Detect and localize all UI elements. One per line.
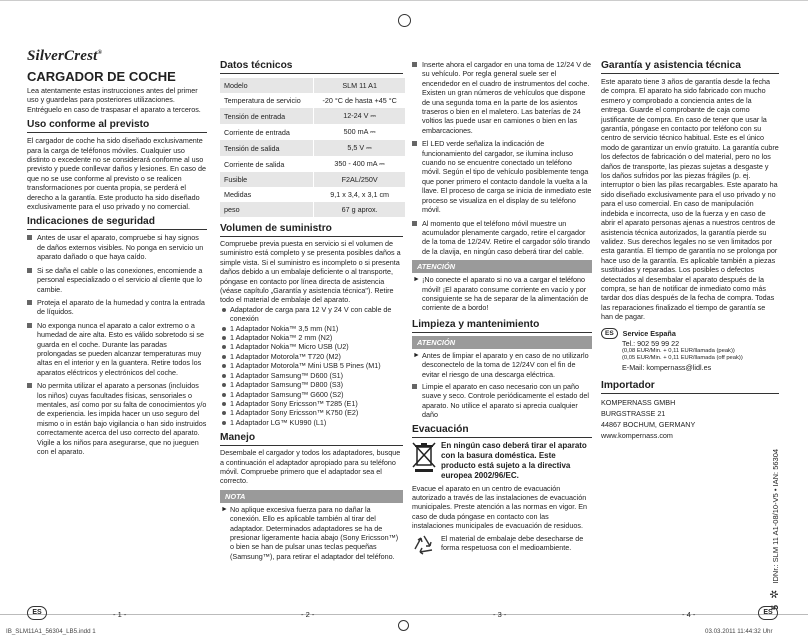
use-heading: Uso conforme al previsto <box>27 119 207 133</box>
registration-mark-top <box>398 14 411 27</box>
intro-text: Lea atentamente estas instrucciones antes del primer uso y guardelas para posteriores utilizaciones. Entréguelo en caso de traspasar el aparato a terceros. <box>27 86 201 114</box>
use-text: El cargador de coche ha sido diseñado exclusivamente para la carga de teléfonos móviles. Cualquier uso distinto o excedente no se considerará conforme al uso previsto y puede conllevar daños y lesiones. En caso de que no se use conforme al previsto o se realicen transformaciones por cuenta propia, se perderá el derecho a la garantía. Este producto ha sido diseñado exclusivamente para el uso privado y no comercial. <box>27 136 206 212</box>
manejo-heading: Manejo <box>220 432 403 446</box>
recycle-icon <box>412 534 436 556</box>
spec-row: peso 67 g aprox. <box>220 202 405 217</box>
spec-row: Tensión de entrada 12-24 V ⎓ <box>220 108 405 124</box>
page-number: - 4 - <box>682 610 696 619</box>
clean-item: Limpie el aparato en caso necesario con un paño suave y seco. Controle periódicamente el estado del aparato. No utilice el aparato si aprecia cualquier daño <box>412 382 592 420</box>
supply-item: 1 Adaptador Samsung™ D800 (S3) <box>220 380 403 389</box>
atencion-label: ATENCIÓN <box>412 336 592 349</box>
nota-label: NOTA <box>220 490 403 503</box>
lang-badge-right: ES <box>758 606 778 620</box>
crossed-bin-icon <box>412 441 436 473</box>
tech-heading: Datos técnicos <box>220 60 403 74</box>
page-number: - 2 - <box>301 610 315 619</box>
column-1 <box>27 48 207 460</box>
column-3 <box>412 60 592 556</box>
safety-heading: Indicaciones de seguridad <box>27 216 207 230</box>
atencion-label: ATENCIÓN <box>412 260 592 273</box>
operation-item: Al momento que el teléfono móvil muestre un acumulador plenamente cargado, retire el cargador de la toma de 12/24V. Retire el cargador sólo tirando de la clavija, en ningún caso deberá tirar del cable. <box>412 219 592 257</box>
spec-row: Modelo SLM 11 A1 <box>220 78 405 93</box>
supply-item: 1 Adaptador Sony Ericsson™ K750 (E2) <box>220 408 403 417</box>
side-id-text: 5 ✲ IDNr.: SLM 11 A1-08/10-V5 • IAN: 56304 <box>769 448 781 610</box>
atencion-text: ► ¡No conecte el aparato si no va a cargar el teléfono móvil! ¡El aparato consume corriente en vacío y por consiguiente se ha de separar de la alimentación de corriente de a bordo! <box>413 275 589 313</box>
supply-item: Adaptador de carga para 12 V y 24 V con cable de conexión <box>220 305 403 324</box>
clean-heading: Limpieza y mantenimiento <box>412 319 592 333</box>
supply-item: 1 Adaptador Motorola™ T720 (M2) <box>220 352 403 361</box>
supply-heading: Volumen de suministro <box>220 223 403 237</box>
service-email: E-Mail: kompernass@lidl.es <box>622 362 712 372</box>
recycle-note: El material de embalaje debe desecharse de forma respetuosa con el medioambiente. <box>412 534 592 556</box>
safety-item: Antes de usar el aparato, compruebe si hay signos de daños externos visibles. No ponga en servicio un aparato dañado o que haya caído. <box>27 233 207 261</box>
supply-text: Compruebe previa puesta en servicio si el volumen de suministro está completo y se presenta posibles daños a simple vista. Si el suministro es incompleto o si presenta daños debido a un embalaje deficiente o al transporte, póngase en contacto por línea directa de asistencia (véase capítulo „Garantía y asistencia técnica"). Retire todo el material de embalaje del aparato. <box>220 239 401 305</box>
page-number: - 1 - <box>113 610 127 619</box>
supply-item: 1 Adaptador Samsung™ D600 (S1) <box>220 371 403 380</box>
spec-row: Medidas 9,1 x 3,4, x 3,1 cm <box>220 187 405 202</box>
supply-item: 1 Adaptador Nokia™ 2 mm (N2) <box>220 333 403 342</box>
page-number: - 3 - <box>493 610 507 619</box>
lang-badge-left: ES <box>27 606 47 620</box>
operation-item: Inserte ahora el cargador en una toma de 12/24 V de su vehículo. Por regla general suele ser el encendedor en el cuadro de instrumentos del coche. Existen un gran números de vehículos que dispone de una segunda toma en la parte de los asientos traseros o bien en el maletero. Las baterías de 24 voltios las puede usar en camiones o bien en las embarcaciones. <box>412 60 592 135</box>
supply-item: 1 Adaptador LG™ KU990 (L1) <box>220 418 403 427</box>
column-4 <box>601 60 779 441</box>
service-block: ES Service España Tel.: 902 59 99 22 (0,08 EUR/Min. + 0,11 EUR/llamada (peak)) (0,05 EUR/Min. + 0,11 EUR/llamada (off peak)) E-Mail: kompernass@lidl.es <box>601 328 779 373</box>
spec-row: Fusible F2AL/250V <box>220 172 405 187</box>
supply-item: 1 Adaptador Sony Ericsson™ T285 (E1) <box>220 399 403 408</box>
nota-text: ► No aplique excesiva fuerza para no dañar la conexión. Ello es aplicable también al tirar del adaptador. Determinados adaptadores se ha de presionar ligeramente hacia abajo (Sony Ericsson™) o bien se han de pulsar unas teclas pequeñas (Samsung™), para retirar el adaptador del teléfono. <box>221 504 399 561</box>
supply-item: 1 Adaptador Nokia™ Micro USB (U2) <box>220 342 403 351</box>
importer-address: KOMPERNASS GMBH BURGSTRASSE 21 44867 BOCHUM, GERMANY www.kompernass.com <box>601 398 696 441</box>
evac-warning: En ningún caso deberá tirar el aparato con la basura doméstica. Este producto está sujeto a la directiva europea 2002/96/EC. <box>412 441 592 481</box>
spec-row: Corriente de salida 350 - 400 mA ⎓ <box>220 156 405 172</box>
evac-text: Evacue el aparato en un centro de evacuación autorizado a través de las instalaciones de evacuación municipales. Preste atención a las normas en vigor. En caso de duda póngase en contacto con las instalaciones municipales de evacuación de residuos. <box>412 483 587 531</box>
registration-mark-bottom <box>398 620 409 631</box>
warranty-text: Este aparato tiene 3 años de garantía desde la fecha de compra. El aparato ha sido fabricado con mucho esmero y comprobado a conciencia antes de la entrega. Guarde el comprobante de caja como justificante de compra. En caso de tener que usar la garantía, póngase en contacto por teléfono con su centro de servicio técnico habitual. Este es el único modo de garantizar un envío gratuito. La garantía cubre los defectos de fabricación o del material, pero no los daños de transporte, las piezas sujetas a desgaste y los daños sufridos por las piezas frágiles (p. ej. interruptor o bien las pilas recargables. Este aparato ha sido diseñado exclusivamente para el uso privado y no para el uso comercial. En caso de manipulación indebida e incorrecta, uso de la fuerza y en caso de abrir el aparato personas ajenas a nuestros centros de asistencia técnica autorizados, la garantía pierde su validez. Sus derechos legales no se ven limitados por esta garantía. El tiempo de garantía no se prolonga por hace uso de la garantía. Es aplicable también a piezas sustituidas y reparadas. Los posibles o defectos detectados al desembalar el aparato después de la compra, se han de notificar de inmediato como más tardar dos días después de la fecha de compra. Todas las reparaciones finalizado el tiempo de garantía se han de pagar. <box>601 77 779 322</box>
supply-item: 1 Adaptador Nokia™ 3,5 mm (N1) <box>220 324 403 333</box>
footer-date: 03.03.2011 11:44:32 Uhr <box>705 628 773 635</box>
spec-row: Tensión de salida 5,5 V ⎓ <box>220 140 405 156</box>
supply-item: 1 Adaptador Samsung™ G600 (S2) <box>220 390 403 399</box>
brand-logo: SilverCrest® <box>27 48 103 64</box>
spec-row: Temperatura de servicio -20 °C de hasta +45 °C <box>220 93 405 108</box>
service-country-badge: ES <box>601 328 618 339</box>
spec-table <box>220 78 405 217</box>
manejo-text: Desembale el cargador y todos los adaptadores, busque a continuación el adaptador apropiado para su teléfono móvil. Compruebe primero que el adaptador sea el correcto. <box>220 448 401 486</box>
supply-item: 1 Adaptador Motorola™ Mini USB 5 Pines (M1) <box>220 361 403 370</box>
column-2 <box>220 60 403 561</box>
footer-file: IB_SLM11A1_56304_LB5.indd 1 <box>6 628 96 635</box>
atencion-text: ► Antes de limpiar el aparato y en caso de no utilizarlo desconectelo de la toma de 12/24V con el fin de evitar el riesgo de una descarga eléctrica. <box>413 350 589 379</box>
spec-row: Corriente de entrada 500 mA ⎓ <box>220 124 405 140</box>
importer-heading: Importador <box>601 380 779 394</box>
safety-item: No exponga nunca el aparato a calor extremo o a humedad de aire alta. Esto es válido sobretodo si se guarda en el coche. Durante las paradas prolongadas se pueden alcanzar temperaturas muy altas en el interior y en la guantera. Retire todos los aparatos eléctricos y electrónicos del coche. <box>27 321 207 377</box>
warranty-heading: Garantía y asistencia técnica <box>601 60 779 74</box>
page-title: CARGADOR DE COCHE <box>27 69 176 84</box>
safety-item: No permita utilizar el aparato a personas (incluidos los niños) cuyas facultades físicas, sensoriales o mentales, así como por su falta de conocimientos y/o de experiencia. les impida hacer un uso seguro del mismo o in están bajo vigilancia o han sido instruidos correctamente acerca del uso correcto del aparato. Vigile a los niños para asegurarse, que no jueguen con el aparato. <box>27 381 207 456</box>
safety-item: Si se daña el cable o las conexiones, encomiende a personal especializado o el servicio al cliente que lo cambie. <box>27 266 207 294</box>
operation-item: El LED verde señaliza la indicación de funcionamiento del cargador, se ilumina incluso cuando no se encuentre conectado un teléfono móvil. Según el tipo de vehículo posiblemente tenga que poner primero el contacto dandole la vuelta a la llave. El proceso de carga se inicia de inmediato este proceso se visualiza en el display de su teléfono móvil. <box>412 139 592 214</box>
evac-heading: Evacuación <box>412 424 592 438</box>
safety-item: Proteja el aparato de la humedad y contra la entrada de líquidos. <box>27 298 207 317</box>
